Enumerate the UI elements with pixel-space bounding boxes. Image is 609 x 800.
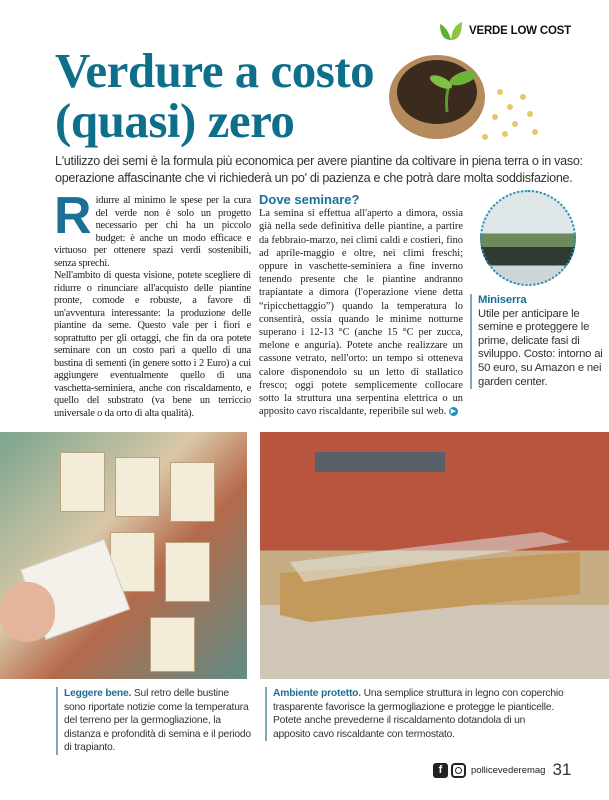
- caption-left: [56, 687, 251, 755]
- footer: [433, 760, 571, 780]
- article-column-2: [259, 193, 463, 418]
- sidebar-text: Utile per anticipare le semine e proteggere le prime, delicate fasi di sviluppo. Costo: intorno ai 50 euro, su Amazon e nei garden center.: [478, 307, 603, 388]
- sidebar-miniserra: [470, 190, 605, 389]
- sidebar-title: Miniserra: [478, 294, 527, 306]
- miniserra-photo: [480, 190, 576, 286]
- caption-text: Una semplice struttura in legno con coperchio trasparente favorisce la germogliazione e protegge le pianticelle. Potete anche prevederne il riscaldamento dotandola di un apposito cavo riscaldante con termostato.: [273, 688, 564, 740]
- cold-frame-photo: [260, 432, 609, 679]
- section-tag-label: VERDE LOW COST: [469, 25, 571, 37]
- caption-text: Sul retro delle bustine sono riportate notizie come la temperatura del terreno per la germogliazione, la distanza e profondità di semina e il periodo di trapianto.: [64, 688, 251, 753]
- section-tag: [438, 20, 571, 42]
- continue-arrow-icon: ▶: [450, 407, 457, 416]
- paragraph: Nell'ambito di questa visione, potete scegliere di ridurre o rinunciare all'acquisto delle piantine pronte, comode e robuste, a favore di un'avventura interessante: la produzione delle piantine da seme. Questo vale per i fiori e soprattutto per gli ortaggi, che fin da ora potete seminare con un costo pari a quello di una bustina di sementi (in genere sotto i 2 Euro) a cui aggiungere eventualmente quello di una vaschetta-seminiera, anche con riscaldamento, e quello del substrato (va bene un terriccio universale o da orto di alta qualità).: [54, 270, 251, 419]
- seed-pot-image: [385, 52, 545, 147]
- social-handle: pollicevederemag: [471, 764, 546, 776]
- intro-text: L'utilizzo dei semi è la formula più economica per avere piantine da coltivare in piena terra o in vaso: operazione affascinante che vi richiederà un po' di pazienza e che potrà dare molta soddisfazione.: [55, 154, 583, 185]
- caption-title: Ambiente protetto.: [273, 688, 361, 699]
- section-heading: Dove seminare?: [259, 192, 360, 207]
- page-title: Verdure a costo (quasi) zero: [55, 43, 375, 148]
- article-column-1: [54, 187, 251, 420]
- leaf-icon: [438, 20, 464, 42]
- page-number: 31: [552, 760, 572, 779]
- facebook-icon[interactable]: f: [433, 763, 448, 778]
- paragraph: La semina si effettua all'aperto a dimora, ossia già nella sede definitiva delle piantine, a partire da febbraio-marzo, nei climi caldi e costieri, fino ad aprile-maggio e oltre, nei climi freschi; oppure in vaschette-seminiera a fine inverno tenendo presente che le piantine andranno trapiantate a dimora (l'operazione viene detta “ripicchettaggio”) quando la temperatura lo consentirà, ossia quando le minime notturne superano i 12-13 °C (anche 15 °C per zucca, melone e anguria). Potete anche realizzare un cassone vetrato, nell'orto: un tempo si otteneva calore disponendolo su un letto di stallatico fresco; oggi potete semplicemente collocare sotto la struttura una serpentina elettrica o un apposito cavo riscaldante, reperibile sul web.: [259, 208, 463, 418]
- instagram-icon[interactable]: [451, 763, 466, 778]
- drop-cap: R: [54, 187, 92, 245]
- caption-title: Leggere bene.: [64, 688, 132, 699]
- paragraph: idurre al minimo le spese per la cura del verde non è solo un progetto necessario per chi ha un piccolo budget: è anche un modo efficace e virtuoso per ottenere spazi verdi sostenibili, senza sprechi.: [54, 195, 251, 269]
- caption-right: [265, 687, 565, 741]
- seed-packets-photo: [0, 432, 247, 679]
